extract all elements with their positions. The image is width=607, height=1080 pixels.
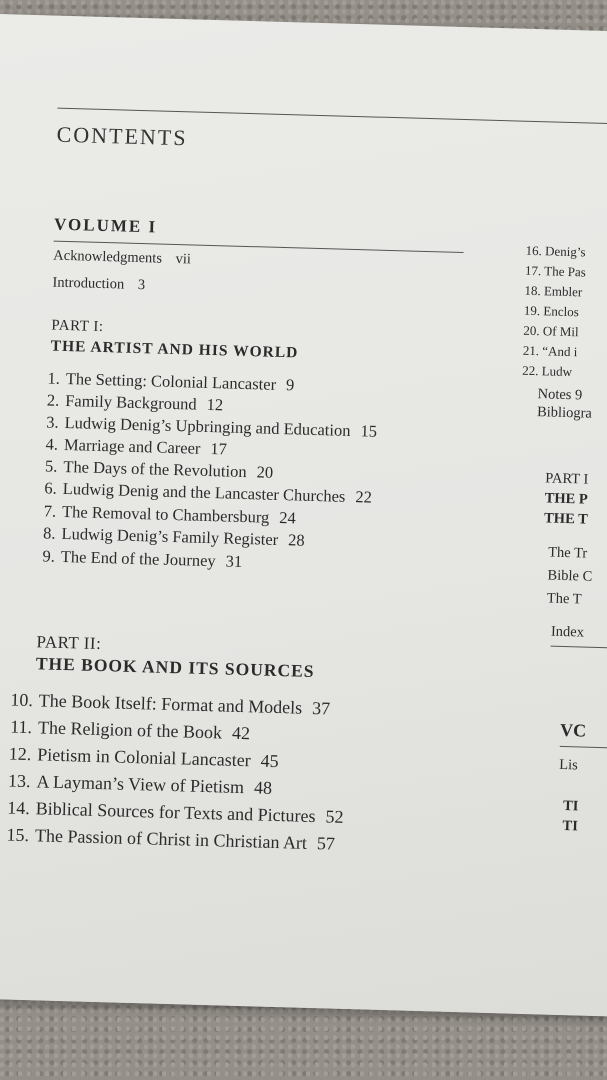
chapter-entry: 14. Biblical Sources for Texts and Pictures 52 <box>7 797 344 827</box>
contents-heading: CONTENTS <box>56 121 188 151</box>
introduction-entry: Introduction 3 <box>52 274 146 294</box>
chapter-entry: 2. Family Background 12 <box>46 390 224 415</box>
chapter-entry: 6. Ludwig Denig and the Lancaster Churches 22 <box>44 478 373 507</box>
chapter-entry: 4. Marriage and Career 17 <box>45 434 228 459</box>
right-chapter-entry: 18. Embler <box>524 282 583 300</box>
right-chapter-entry: 20. Of Mil <box>523 322 579 340</box>
acknowledgments-entry: Acknowledgments vii <box>53 247 192 268</box>
chapter-entry: 5. The Days of the Revolution 20 <box>44 456 274 482</box>
top-rule <box>57 108 607 125</box>
bibliography-entry: Bibliogra <box>536 404 593 422</box>
right-chapter-entry: 19. Enclos <box>523 302 580 320</box>
volume-2-title: VC <box>559 719 587 741</box>
right-part-title-1: THE P <box>544 490 589 508</box>
right-chapter-entry: 17. The Pas <box>524 262 587 280</box>
chapter-entry: 11. The Religion of the Book 42 <box>9 716 251 744</box>
chapter-entry: 1. The Setting: Colonial Lancaster 9 <box>47 368 295 395</box>
right-part-label: PART I <box>545 470 589 488</box>
chapter-entry: 13. A Layman’s View of Pietism 48 <box>7 770 273 798</box>
part-2-title: THE BOOK AND ITS SOURCES <box>35 653 315 682</box>
right-entry: The T <box>546 590 582 608</box>
right-chapter-entry: 16. Denig’s <box>525 242 586 260</box>
volume-2-rule <box>560 746 607 749</box>
chapter-entry: 9. The End of the Journey 31 <box>42 546 243 571</box>
chapter-entry: 10. The Book Itself: Format and Models 37 <box>10 689 331 719</box>
chapter-entry: 12. Pietism in Colonial Lancaster 45 <box>8 743 279 772</box>
volume-1-title: VOLUME I <box>53 214 158 237</box>
right-title-entry: TI <box>562 818 579 835</box>
index-rule <box>551 646 607 649</box>
book-page <box>0 14 607 1016</box>
right-part-title-2: THE T <box>543 510 588 528</box>
right-chapter-entry: 21. “And i <box>522 342 578 360</box>
part-2-label: PART II: <box>36 632 102 654</box>
chapter-entry: 8. Ludwig Denig’s Family Register 28 <box>42 523 305 550</box>
notes-entry: Notes 9 <box>537 386 583 404</box>
right-entry: The Tr <box>547 544 588 562</box>
right-chapter-entry: 22. Ludw <box>522 362 573 380</box>
chapter-entry: 15. The Passion of Christ in Christian Art 57 <box>6 824 336 854</box>
right-title-entry: TI <box>562 798 579 815</box>
chapter-entry: 3. Ludwig Denig’s Upbringing and Education 15 <box>45 412 378 441</box>
chapter-entry: 7. The Removal to Chambersburg 24 <box>43 501 297 528</box>
right-entry: Bible C <box>547 567 593 585</box>
index-entry: Index <box>550 623 585 641</box>
part-1-label: PART I: <box>51 317 104 336</box>
list-entry: Lis <box>559 756 578 774</box>
part-1-title: THE ARTIST AND HIS WORLD <box>50 337 299 362</box>
